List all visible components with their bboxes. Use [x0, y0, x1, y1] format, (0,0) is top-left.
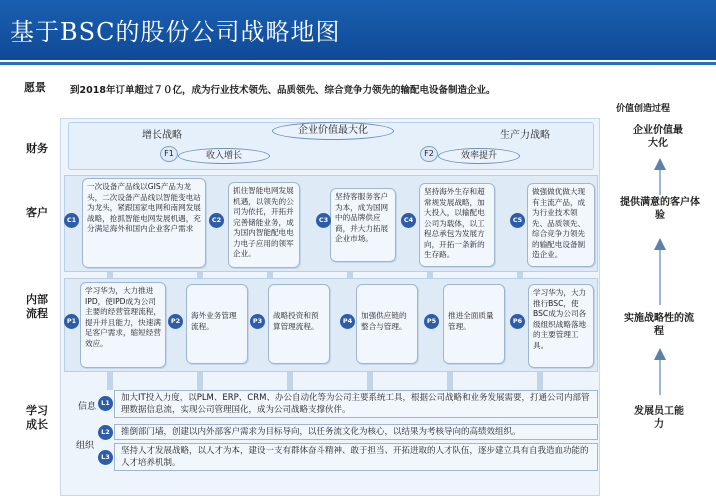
process-text-p3: 战略投资和预算管理流程。	[273, 311, 319, 331]
enterprise-value-text: 企业价值最大化	[298, 125, 368, 136]
enterprise-value-ellipse	[272, 122, 394, 140]
customer-card-c5	[527, 183, 595, 267]
customer-card-c4	[419, 183, 495, 267]
process-text-p1: 学习华为，大力推进IPD，使IPD成为公司主要的经营管理流程，提升并且能力，快速满足客户需求，缩短经营效应。	[85, 286, 161, 348]
right-customer-experience-text: 提供满意的客户体验	[620, 197, 700, 221]
title-bar	[0, 0, 716, 60]
productivity-strategy-label: 生产力战略	[500, 130, 550, 141]
right-strategic-process-text: 实施战略性的流程	[624, 313, 694, 337]
vision-label: 愿景	[24, 81, 46, 94]
learning-text-l1: 加大IT投入力度，以PLM、ERP、CRM、办公自动化等为公司主要系统工具，根据公司战略和业务发展需要，打通公司内部管理数据信息流，实现公司管理国化，成为公司战略支撑伙伴。	[121, 393, 590, 415]
p5-badge: P5	[424, 314, 439, 329]
process-card-p1	[80, 282, 166, 368]
f1-badge-text: F1	[164, 149, 174, 158]
learning-row-l2	[114, 424, 598, 440]
right-strategic-process	[624, 312, 694, 338]
right-employee-capability	[630, 405, 688, 431]
customer-text-c1: 一次设备产品线以GIS产品为龙头，二次设备产品线以智能变电站为龙头，紧跟国家电网和南网发展战略，抢抓智能电网发展机遇，充分满足海外和国内企业客户需求	[87, 182, 201, 233]
l1-badge: L1	[98, 396, 113, 411]
customer-card-c3	[330, 188, 396, 262]
process-card-p2	[186, 284, 248, 364]
customer-text-c2: 抓住智能电网发展机遇，以领先的公司为依托，开拓并完善储能业务，成为国内智能配电电力电子应用的领军企业。	[233, 186, 294, 258]
customer-text-c4: 坚持海外生存和超常规发展战略，加大投入，以输配电公司为载体，以工程总承包为发展方向，开拓一条新的生存路。	[424, 187, 485, 259]
growth-strategy-label: 增长战略	[142, 130, 182, 141]
c4-badge: C4	[401, 213, 416, 228]
right-enterprise-value	[630, 124, 686, 150]
f1-ellipse	[178, 148, 270, 164]
p1-badge: P1	[64, 314, 79, 329]
f2-ellipse	[438, 148, 520, 164]
right-employee-capability-text: 发展员工能力	[634, 406, 684, 430]
info-label: 信息	[78, 402, 97, 412]
c2-badge: C2	[209, 213, 224, 228]
process-card-p6	[528, 284, 594, 368]
c5-badge: C5	[510, 213, 525, 228]
customer-text-c5: 做强做优做大现有主流产品，成为行业技术领先、品质领先、综合竞争力领先的输配电设备制造企业。	[532, 187, 586, 259]
value-creation-title: 价值创造过程	[616, 104, 671, 114]
right-customer-experience	[616, 196, 704, 222]
c1-badge: C1	[64, 213, 79, 228]
process-card-p3	[268, 284, 330, 364]
vision-text: 到2018年订单超过７０亿，成为行业技术领先、品质领先、综合竞争力领先的输配电设备制造企业。	[70, 85, 496, 96]
customer-card-c1	[82, 178, 206, 268]
p4-badge: P4	[340, 314, 355, 329]
learning-text-l3: 坚持人才发展战略，以人才为本，建设一支有群体奋斗精神、敢于担当、开拓进取的人才队伍，逐步建立具有自我造血功能的人才培养机制。	[121, 446, 589, 468]
row-label-learning: 学习成长	[26, 404, 48, 431]
customer-text-c3: 坚持客服务客户为本，成为国网中的品牌供应商，并大力拓展企业市场。	[335, 192, 389, 243]
right-enterprise-value-text: 企业价值最大化	[633, 125, 683, 149]
l2-badge: L2	[98, 425, 113, 440]
process-text-p4: 加强供应链的整合与管理。	[361, 311, 407, 331]
f2-badge-text: F2	[424, 149, 434, 158]
f1-label: 收入增长	[205, 151, 242, 161]
process-text-p6: 学习华为，大力推行BSC，使BSC成为公司各级组织战略落地的主要管理工具。	[533, 288, 587, 350]
c3-badge: C3	[316, 213, 331, 228]
org-label: 组织	[76, 441, 95, 451]
l3-badge: L3	[98, 450, 113, 465]
learning-text-l2: 推倒部门墙，创建以内外部客户需求为目标导向，以任务流文化为核心，以结果为考核导向的高绩效组织。	[121, 427, 521, 437]
row-label-customer: 客户	[26, 206, 48, 219]
f1-badge	[160, 146, 178, 162]
process-text-p2: 海外业务管理流程。	[191, 311, 237, 331]
learning-row-l3	[114, 443, 598, 471]
learning-row-l1	[114, 390, 598, 418]
page-title: 基于BSC的股份公司战略地图	[10, 18, 341, 46]
row-label-process: 内部流程	[26, 293, 48, 320]
p6-badge: P6	[510, 314, 525, 329]
p3-badge: P3	[250, 314, 265, 329]
process-card-p5	[443, 284, 505, 364]
row-label-finance: 财务	[26, 142, 48, 155]
process-text-p5: 推进全面质量管理。	[448, 311, 494, 331]
title-divider	[0, 62, 716, 65]
customer-card-c2	[228, 182, 300, 268]
f2-badge	[420, 146, 438, 162]
process-card-p4	[356, 284, 418, 364]
f2-label: 效率提升	[460, 151, 497, 161]
p2-badge: P2	[168, 314, 183, 329]
